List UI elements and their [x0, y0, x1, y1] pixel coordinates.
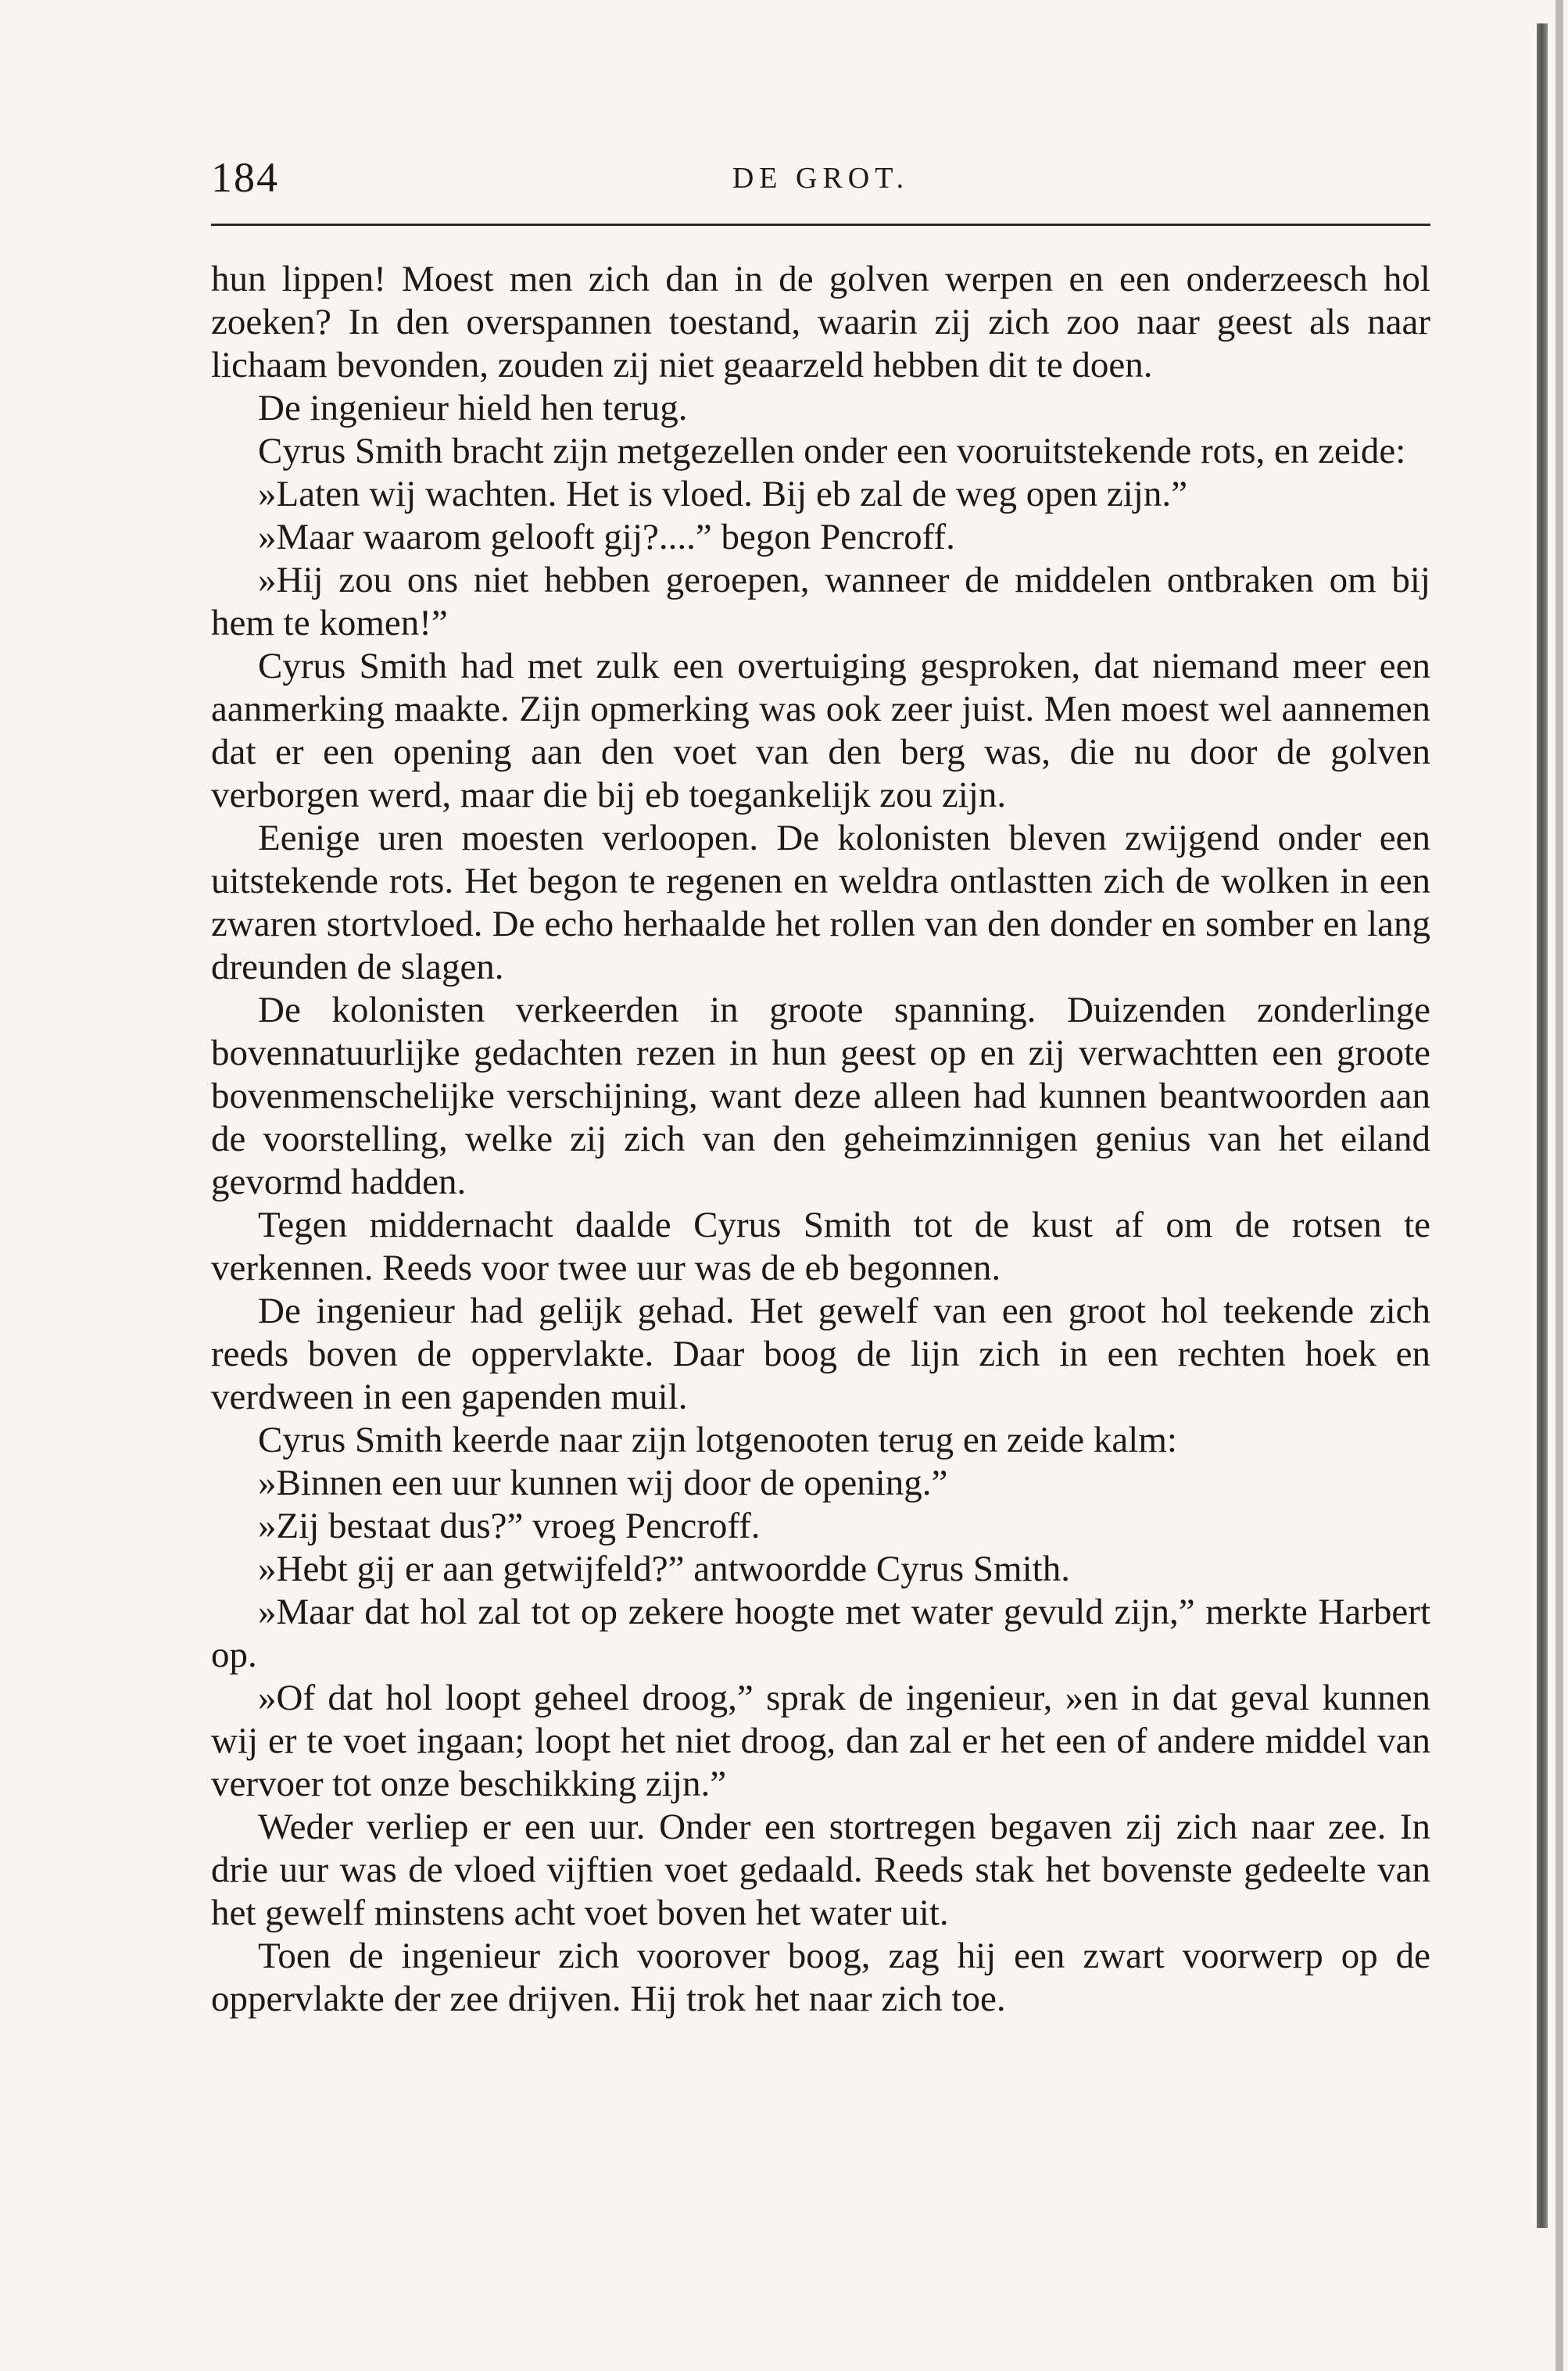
running-title: DE GROT. [732, 162, 910, 195]
paragraph: »Binnen een uur kunnen wij door de opening.” [258, 1463, 948, 1503]
paragraph: De ingenieur hield hen terug. [258, 388, 688, 428]
page-header [211, 153, 1430, 216]
header-rule [211, 224, 1430, 226]
paragraph: Cyrus Smith bracht zijn metgezellen onder een vooruitstekende rots, en zeide: [258, 431, 1406, 471]
paragraph: Cyrus Smith keerde naar zijn lotgenooten terug en zeide kalm: [258, 1420, 1177, 1460]
paragraph: Cyrus Smith had met zulk een overtuiging gesproken, dat niemand meer een aanmerking maakte. Zijn opmerking was ook zeer juist. Men moest wel aannemen dat er een opening aan den voet van den berg was, die nu door de golven verborgen werd, maar die bij eb toegankelijk zou zijn. [211, 646, 1430, 815]
paragraph: »Maar dat hol zal tot op zekere hoogte met water gevuld zijn,” merkte Harbert op. [211, 1592, 1430, 1675]
scan-edge-border [1555, 0, 1563, 2371]
paragraph: hun lippen! Moest men zich dan in de golven werpen en een onderzeesch hol zoeken? In den overspannen toestand, waarin zij zich zoo naar geest als naar lichaam bevonden, zouden zij niet geaarzeld hebben dit te doen. [211, 259, 1430, 385]
paragraph: Eenige uren moesten verloopen. De kolonisten bleven zwijgend onder een uitstekende rots. Het begon te regenen en weldra ontlastten zich de wolken in een zwaren stortvloed. De echo herhaalde het rollen van den donder en somber en lang dreunden de slagen. [211, 818, 1430, 987]
paragraph: »Zij bestaat dus?” vroeg Pencroff. [258, 1506, 761, 1546]
scan-edge-shadow [1537, 23, 1548, 2228]
paragraph: »Laten wij wachten. Het is vloed. Bij eb zal de weg open zijn.” [258, 474, 1187, 514]
paragraph: »Maar waarom gelooft gij?....” begon Pencroff. [258, 517, 955, 557]
paragraph: »Hebt gij er aan getwijfeld?” antwoordde Cyrus Smith. [258, 1549, 1070, 1589]
paragraph: »Hij zou ons niet hebben geroepen, wanneer de middelen ontbraken om bij hem te komen!” [211, 560, 1430, 643]
paragraph: »Of dat hol loopt geheel droog,” sprak de ingenieur, »en in dat geval kunnen wij er te voet ingaan; loopt het niet droog, dan zal er het een of andere middel van vervoer tot onze beschikking zijn.” [211, 1678, 1430, 1804]
body-text [211, 258, 1430, 2021]
paragraph: Toen de ingenieur zich voorover boog, zag hij een zwart voorwerp op de oppervlakte der zee drijven. Hij trok het naar zich toe. [211, 1936, 1430, 2019]
paragraph: De kolonisten verkeerden in groote spanning. Duizenden zonderlinge bovennatuurlijke gedachten rezen in hun geest op en zij verwachtten een groote bovenmenschelijke verschijning, want deze alleen had kunnen beantwoorden aan de voorstelling, welke zij zich van den geheimzinnigen genius van het eiland gevormd hadden. [211, 990, 1430, 1202]
paragraph: Weder verliep er een uur. Onder een stortregen begaven zij zich naar zee. In drie uur was de vloed vijftien voet gedaald. Reeds stak het bovenste gedeelte van het gewelf minstens acht voet boven het water uit. [211, 1807, 1430, 1933]
paragraph: De ingenieur had gelijk gehad. Het gewelf van een groot hol teekende zich reeds boven de oppervlakte. Daar boog de lijn zich in een rechten hoek en verdween in een gapenden muil. [211, 1291, 1430, 1417]
paragraph: Tegen middernacht daalde Cyrus Smith tot de kust af om de rotsen te verkennen. Reeds voor twee uur was de eb begonnen. [211, 1205, 1430, 1288]
page-number: 184 [211, 154, 279, 201]
